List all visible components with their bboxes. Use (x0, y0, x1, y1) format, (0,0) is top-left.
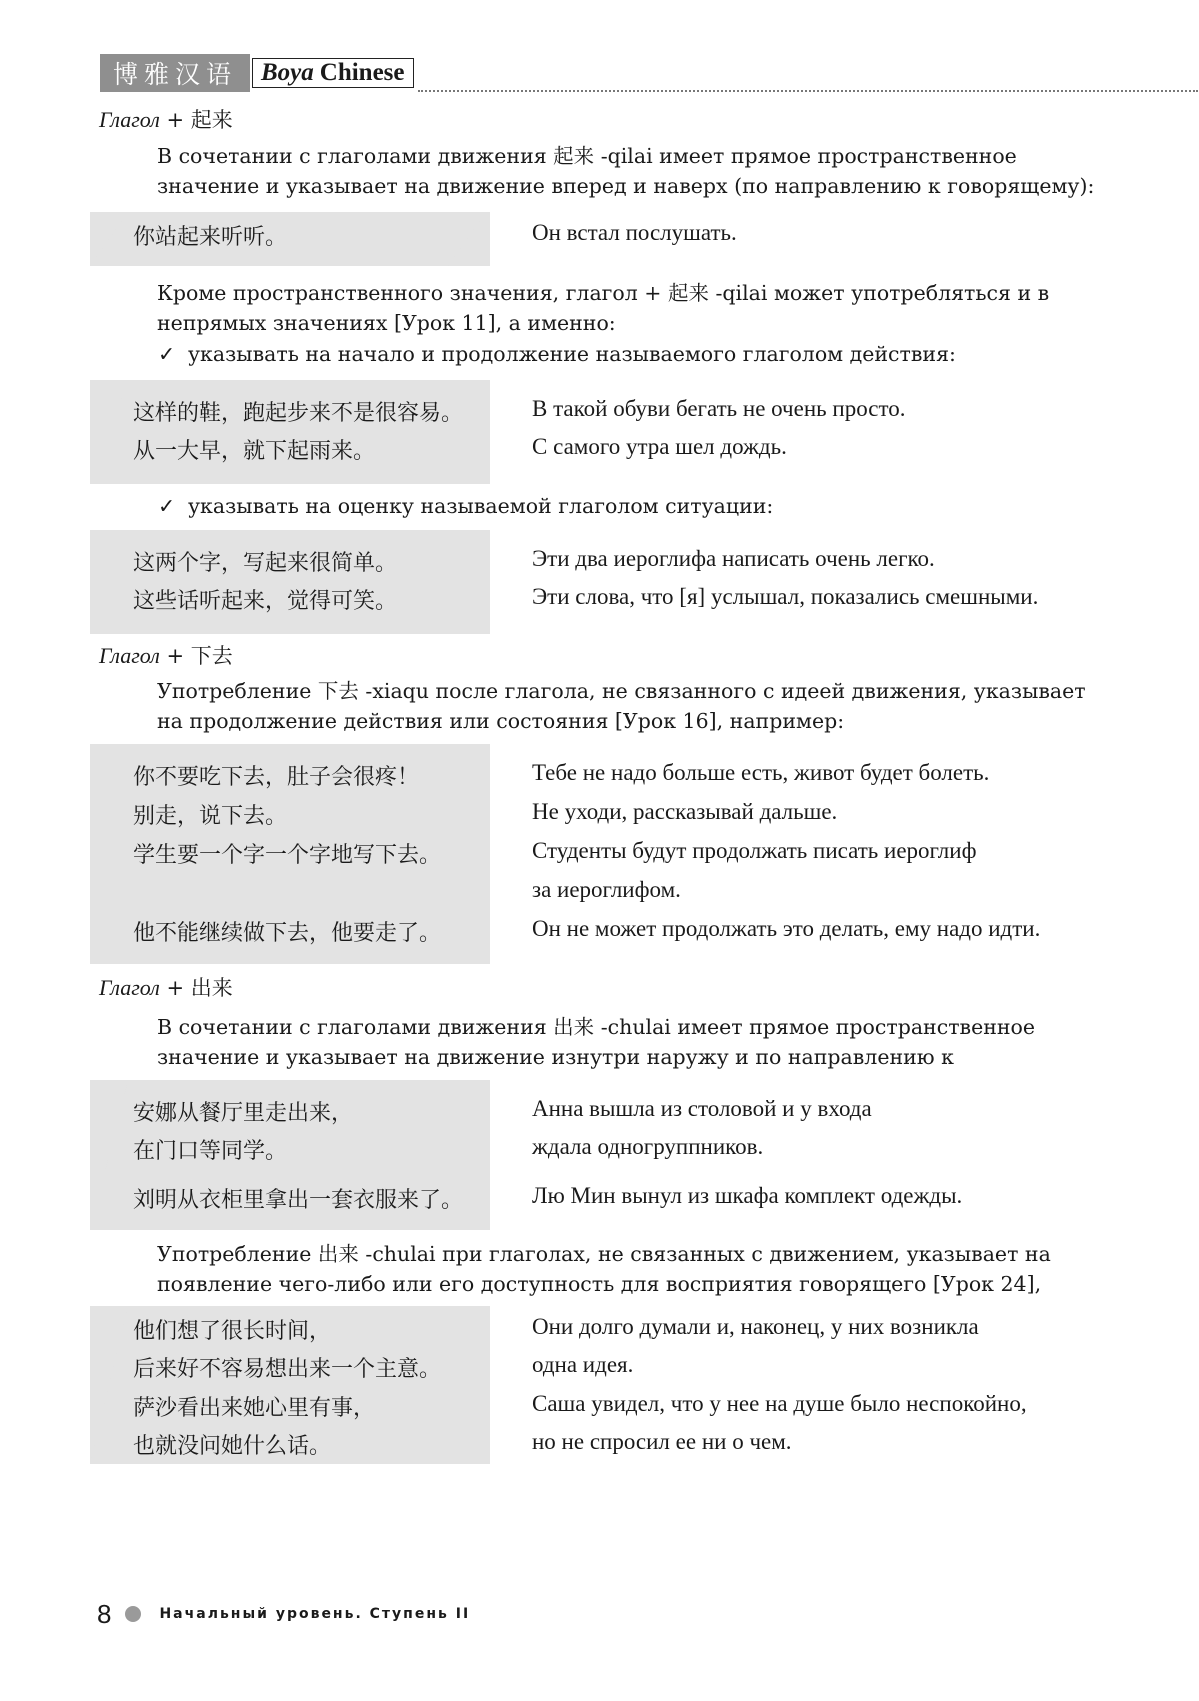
example-ru: С самого утра шел дождь. (532, 434, 787, 459)
page-footer (97, 1600, 470, 1628)
heading-verb: Глагол (99, 975, 160, 1000)
example-ru: одна идея. (532, 1352, 634, 1377)
example-ru: Эти слова, что [я] услышал, показались смешными. (532, 584, 1039, 609)
example-cn: 后来好不容易想出来一个主意。 (133, 1357, 442, 1382)
example-cn: 也就没问她什么话。 (133, 1434, 332, 1459)
check-text: указывать на начало и продолжение называемого глаголом действия: (188, 342, 956, 366)
example-cn: 他们想了很长时间， (133, 1319, 332, 1344)
paragraph: Кроме пространственного значения, глагол + 起来 -qilai может употребляться и в непрямых значениях [Урок 11], а именно: (157, 281, 1050, 335)
heading-suffix: + 出来 (159, 976, 233, 1000)
example-cn: 你不要吃下去，肚子会很疼！ (133, 765, 420, 790)
example-cn: 安娜从餐厅里走出来， (133, 1101, 354, 1126)
example-cn: 在门口等同学。 (133, 1139, 288, 1164)
example-cn: 这样的鞋，跑起步来不是很容易。 (133, 401, 464, 426)
example-ru: Студенты будут продолжать писать иероглиф (532, 838, 977, 863)
header-dotted-rule (418, 90, 1198, 92)
check-icon: ✓ (158, 342, 176, 366)
example-ru: Саша увидел, что у нее на душе было неспокойно, (532, 1391, 1027, 1416)
paragraph: В сочетании с глаголами движения 出来 -chulai имеет прямое пространственное значение и указывает на движение изнутри наружу и по направлению к (157, 1015, 1036, 1069)
example-cn: 萨沙看出来她心里有事， (133, 1396, 376, 1421)
example-ru: Эти два иероглифа написать очень легко. (532, 546, 935, 571)
heading-verb: Глагол (99, 643, 160, 668)
paragraph: Употребление 下去 -xiaqu после глагола, не связанного с идеей движения, указывает на продолжение действия или состояния [Урок 16], например: (157, 679, 1086, 733)
example-cn: 从一大早，就下起雨来。 (133, 439, 376, 464)
check-text: указывать на оценку называемой глаголом ситуации: (188, 494, 774, 518)
heading-suffix: + 起来 (159, 108, 233, 132)
check-item (158, 342, 956, 366)
page-header (100, 54, 414, 92)
example-ru: но не спросил ее ни о чем. (532, 1429, 792, 1454)
example-cn: 刘明从衣柜里拿出一套衣服来了。 (133, 1188, 464, 1213)
example-ru: Он не может продолжать это делать, ему надо идти. (532, 916, 1041, 941)
heading-verb: Глагол (99, 107, 160, 132)
example-ru: ждала одногруппников. (532, 1134, 764, 1159)
heading-suffix: + 下去 (159, 644, 233, 668)
example-ru: Не уходи, рассказывай дальше. (532, 799, 838, 824)
example-ru: Лю Мин вынул из шкафа комплект одежды. (532, 1183, 963, 1208)
check-item (158, 494, 773, 518)
footer-level-text: Начальный уровень. Ступень II (159, 1606, 471, 1622)
example-cn: 这些话听起来，觉得可笑。 (133, 589, 398, 614)
section-heading-xiaqu (99, 640, 233, 670)
check-icon: ✓ (158, 494, 176, 518)
book-title-en (252, 58, 414, 88)
example-ru: Он встал послушать. (532, 220, 737, 245)
example-ru: Анна вышла из столовой и у входа (532, 1096, 872, 1121)
example-cn: 这两个字，写起来很简单。 (133, 551, 398, 576)
page-number: 8 (97, 1598, 112, 1629)
example-ru: за иероглифом. (532, 877, 681, 902)
section-heading-chulai (99, 972, 233, 1002)
circle-icon (125, 1606, 141, 1622)
example-ru: В такой обуви бегать не очень просто. (532, 396, 906, 421)
section-heading-qilai (99, 104, 233, 134)
example-cn: 学生要一个字一个字地写下去。 (133, 843, 442, 868)
book-title-cn: 博雅汉语 (100, 54, 250, 92)
example-ru: Тебе не надо больше есть, живот будет болеть. (532, 760, 990, 785)
paragraph: Употребление 出来 -chulai при глаголах, не связанных с движением, указывает на появление чего-либо или его доступность для восприятия говорящего [Урок 24], (157, 1242, 1051, 1296)
paragraph: В сочетании с глаголами движения 起来 -qilai имеет прямое пространственное значение и указывает на движение вперед и наверх (по направлению к говорящему): (157, 144, 1095, 198)
book-title-en-rest: Chinese (319, 59, 405, 86)
example-cn: 你站起来听听。 (133, 225, 288, 250)
example-cn: 别走，说下去。 (133, 804, 288, 829)
example-ru: Они долго думали и, наконец, у них возникла (532, 1314, 979, 1339)
book-title-en-italic: Boya (261, 59, 314, 86)
example-cn: 他不能继续做下去，他要走了。 (133, 921, 442, 946)
